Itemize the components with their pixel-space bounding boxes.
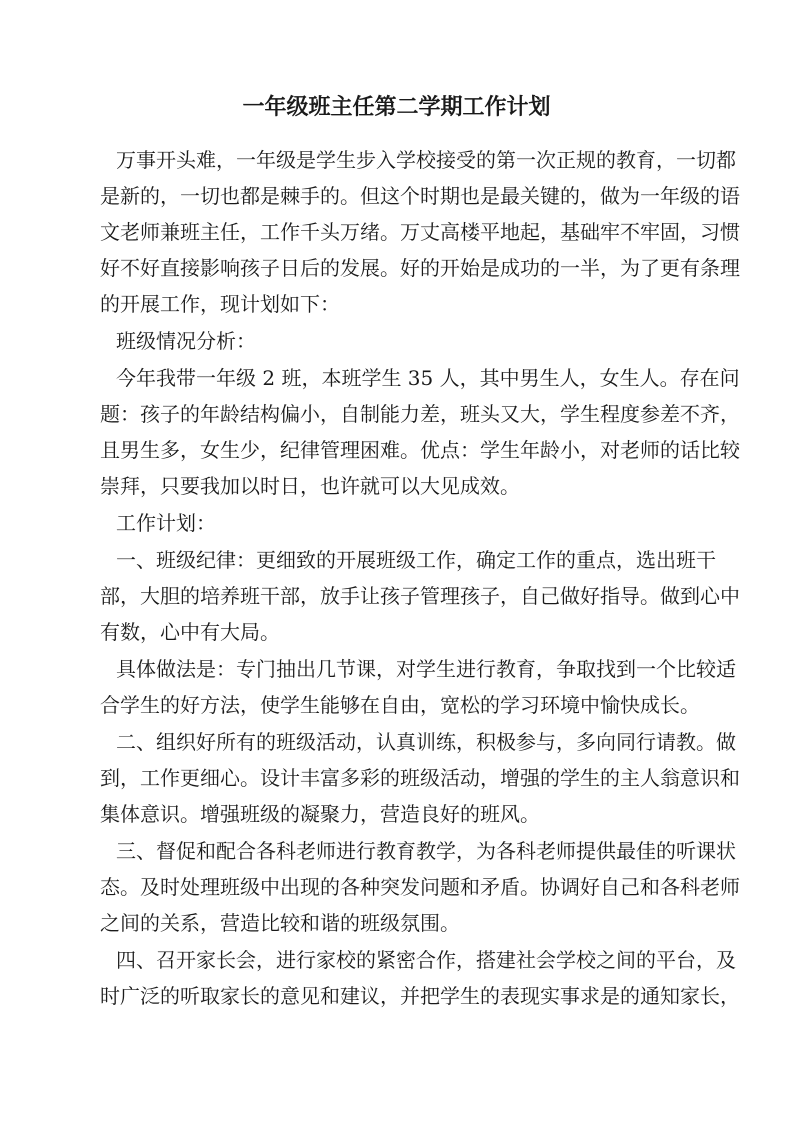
text-line: 今年我带一年级 2 班，本班学生 35 人，其中男生人，女生人。存在问 xyxy=(116,366,740,390)
paragraph xyxy=(100,724,740,832)
text-line: 时广泛的听取家长的意见和建议，并把学生的表现实事求是的通知家长， xyxy=(100,984,740,1008)
text-line: 部，大胆的培养班干部，放手让孩子管理孩子，自己做好指导。做到心中 xyxy=(100,584,740,608)
text-line: 文老师兼班主任，工作千头万绪。万丈高楼平地起，基础牢不牢固，习惯 xyxy=(100,220,740,244)
text-line: 到，工作更细心。设计丰富多彩的班级活动，增强的学生的主人翁意识和 xyxy=(100,766,740,790)
text-line: 合学生的好方法，使学生能够在自由，宽松的学习环境中愉快成长。 xyxy=(100,693,700,717)
text-line: 具体做法是：专门抽出几节课，对学生进行教育，争取找到一个比较适 xyxy=(116,657,736,681)
text-line: 态。及时处理班级中出现的各种突发问题和矛盾。协调好自己和各科老师 xyxy=(100,875,740,899)
paragraph xyxy=(100,942,740,1014)
paragraph xyxy=(100,142,740,322)
text-line: 崇拜，只要我加以时日，也许就可以大见成效。 xyxy=(100,474,520,498)
text-line: 好不好直接影响孩子日后的发展。好的开始是成功的一半，为了更有条理 xyxy=(100,256,740,280)
text-line: 一、班级纪律：更细致的开展班级工作，确定工作的重点，选出班干 xyxy=(116,548,716,572)
text-line: 题：孩子的年龄结构偏小，自制能力差，班头又大，学生程度参差不齐， xyxy=(100,402,740,426)
paragraph xyxy=(100,542,740,650)
text-line: 且男生多，女生少，纪律管理困难。优点：学生年龄小，对老师的话比较 xyxy=(100,438,740,462)
paragraph xyxy=(100,651,736,723)
paragraph xyxy=(100,323,702,359)
text-line: 有数，心中有大局。 xyxy=(100,620,280,644)
document-title: 一年级班主任第二学期工作计划 xyxy=(242,94,551,120)
text-line: 工作计划： xyxy=(116,511,216,535)
paragraph xyxy=(100,360,740,504)
document-body xyxy=(100,142,740,1015)
text-line: 二、组织好所有的班级活动，认真训练，积极参与，多向同行请教。做 xyxy=(116,730,736,754)
paragraph xyxy=(100,505,702,541)
paragraph xyxy=(100,833,740,941)
text-line: 的开展工作，现计划如下： xyxy=(100,292,340,316)
text-line: 班级情况分析： xyxy=(116,329,256,353)
text-line: 三、督促和配合各科老师进行教育教学，为各科老师提供最佳的听课状 xyxy=(116,839,736,863)
text-line: 万事开头难，一年级是学生步入学校接受的第一次正规的教育，一切都 xyxy=(116,148,736,172)
text-line: 集体意识。增强班级的凝聚力，营造良好的班风。 xyxy=(100,802,540,826)
text-line: 是新的，一切也都是棘手的。但这个时期也是最关键的，做为一年级的语 xyxy=(100,184,740,208)
text-line: 之间的关系，营造比较和谐的班级氛围。 xyxy=(100,911,460,935)
text-line: 四、召开家长会，进行家校的紧密合作，搭建社会学校之间的平台，及 xyxy=(116,948,736,972)
